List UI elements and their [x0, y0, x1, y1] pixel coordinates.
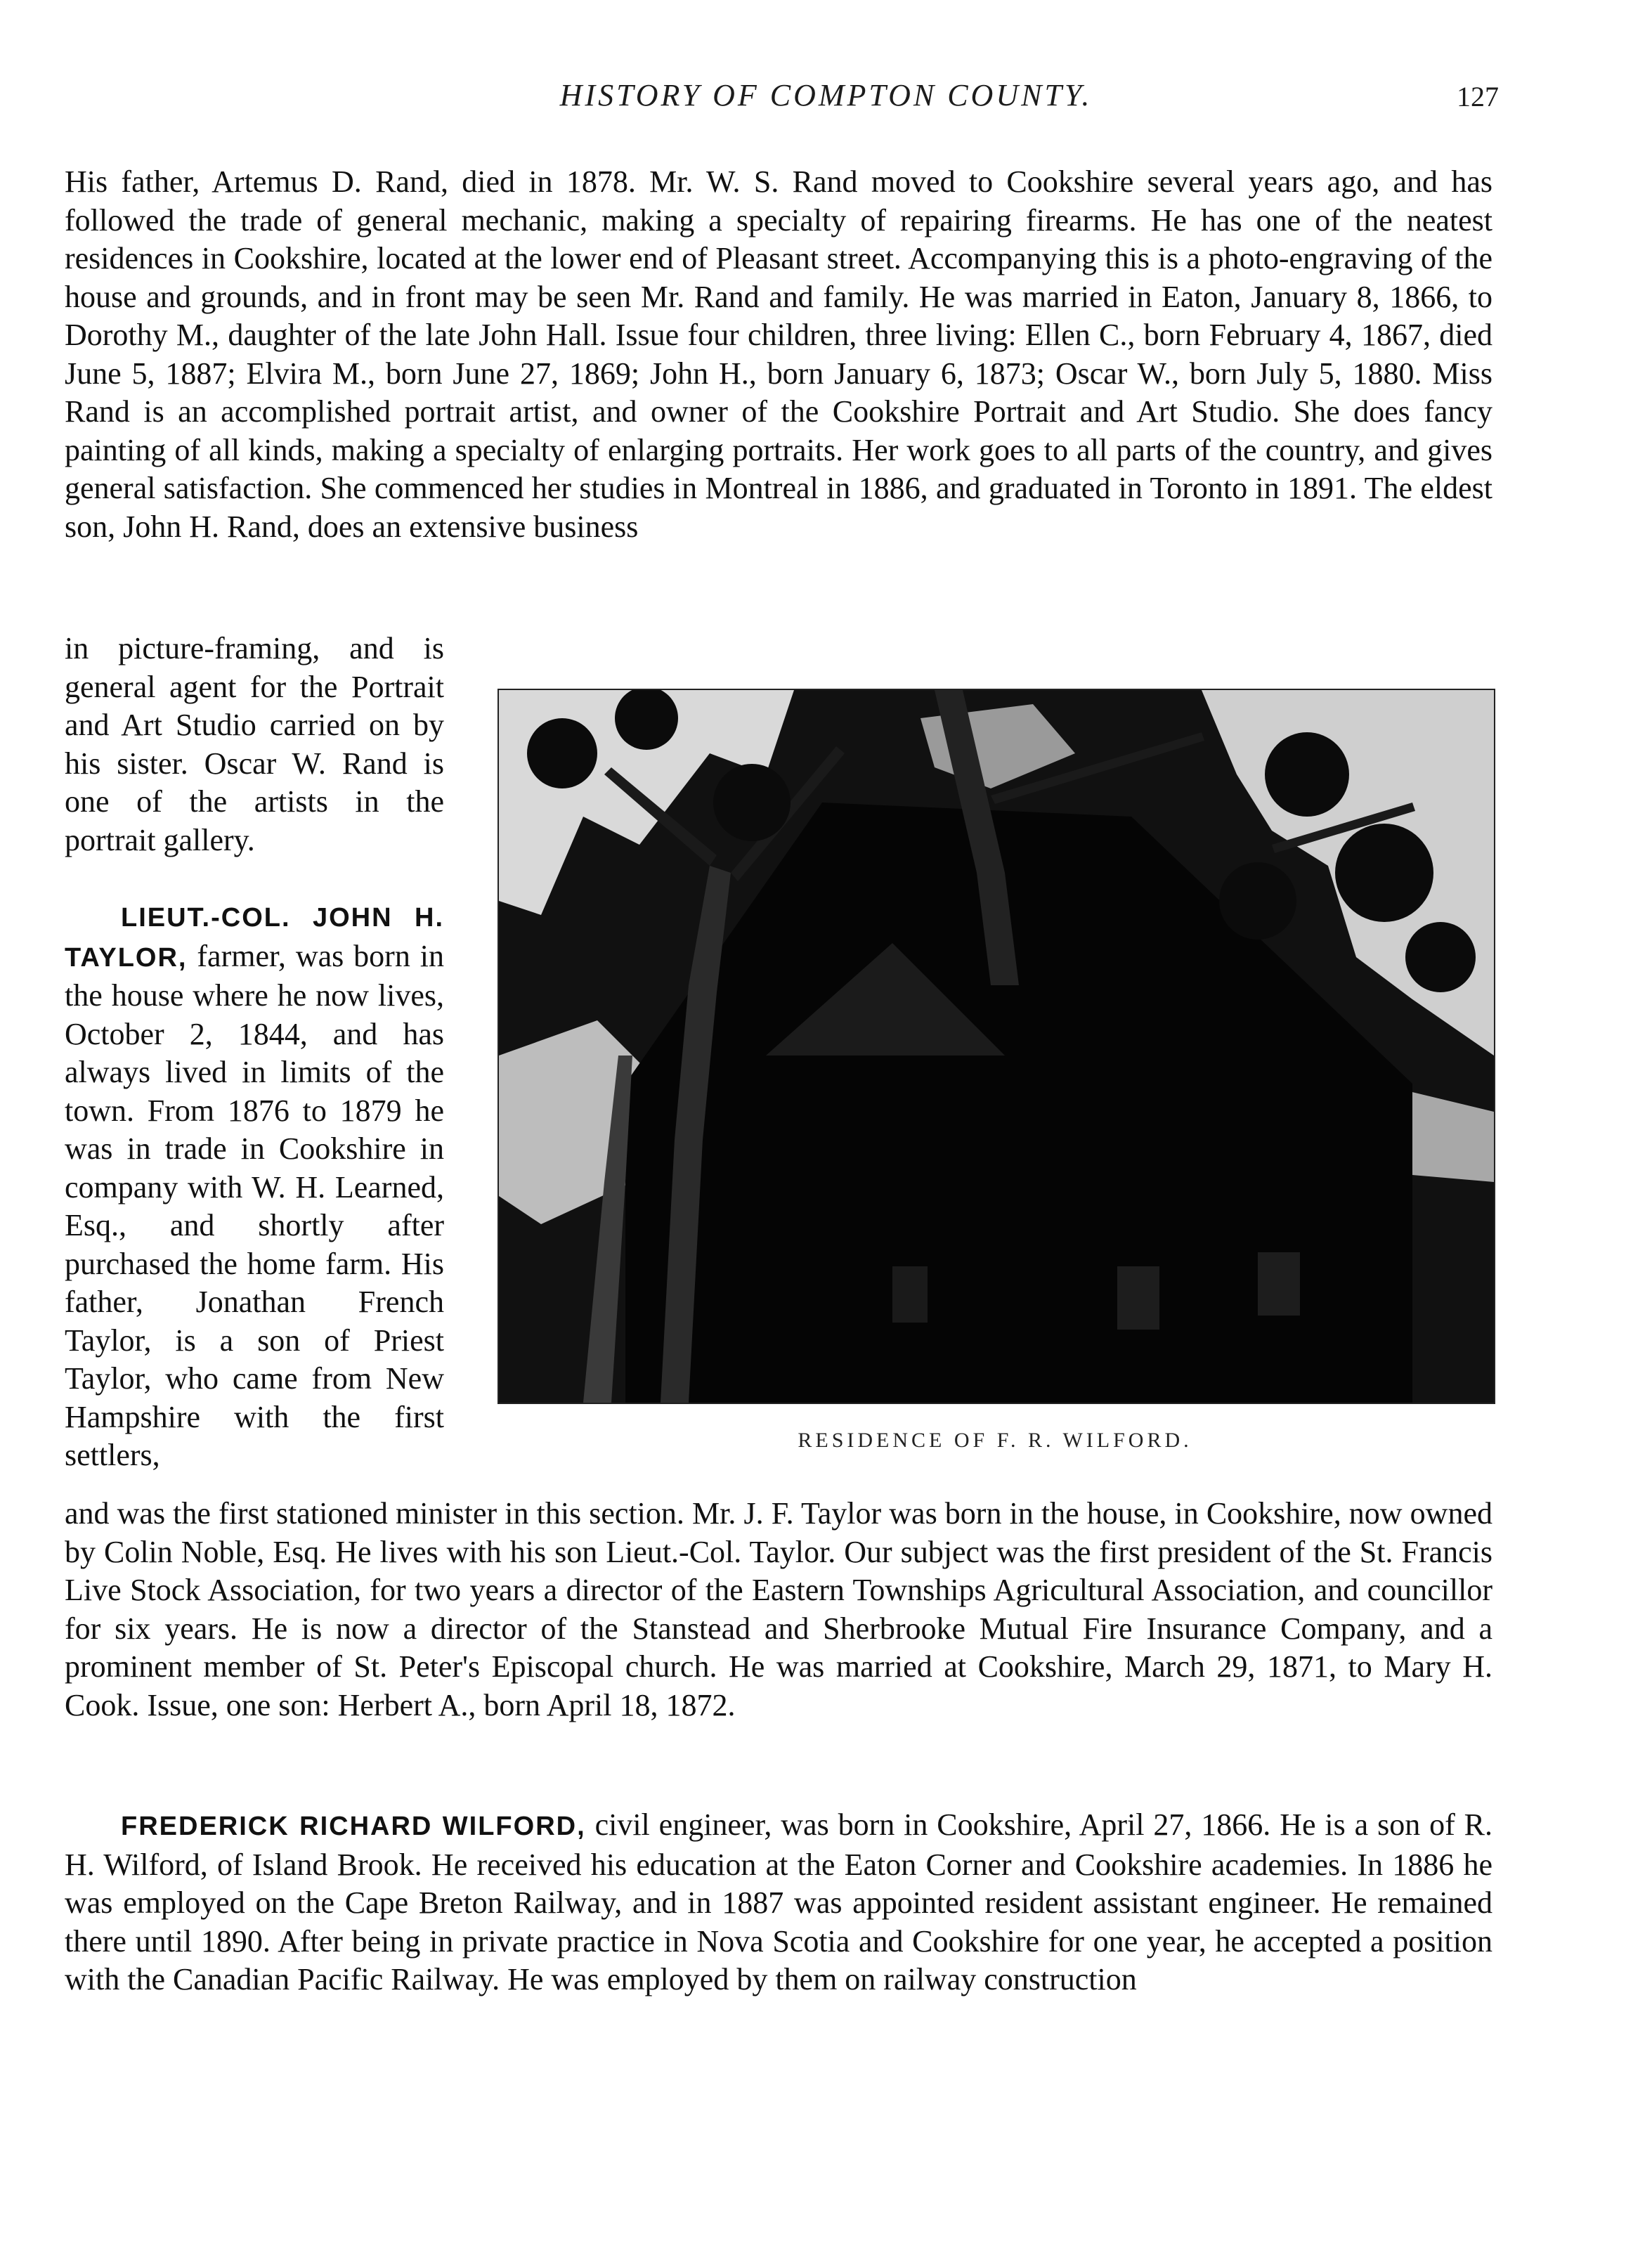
wilford-name: FREDERICK RICHARD WILFORD, — [121, 1812, 586, 1841]
taylor-text-narrow: farmer, was born in the house where he now lives, October 2, 1844, and has always lived in limits of the town. From 1876 to 1879 he was in trade in Cookshire in company with W. H. Learned, Esq., and shortly after purchased the home farm. His father, Jonathan French Taylor, is a son of Priest Taylor, who came from New Hampshire with the first settlers, — [65, 938, 444, 1472]
left-column — [65, 630, 444, 1475]
figure-caption: RESIDENCE OF F. R. WILFORD. — [798, 1429, 1192, 1452]
page-number: 127 — [1457, 81, 1499, 112]
taylor-paragraph-start — [65, 897, 444, 1475]
residence-photo-image — [499, 690, 1494, 1403]
wilford-text: civil engineer, was born in Cookshire, April 27, 1866. He is a son of R. H. Wilford, of Island Brook. He received his education at the Eaton Corner and Cookshire academies. In 1886 he was employed on the Cape Breton Railway, and in 1887 was appointed resident assistant engineer. He remained there until 1890. After being in private practice in Nova Scotia and Cookshire for one year, he accepted a position with the Canadian Pacific Railway. He was employed by them on railway construction — [65, 1807, 1493, 1996]
residence-photograph — [497, 689, 1495, 1404]
rand-paragraph-text: His father, Artemus D. Rand, died in 1878. Mr. W. S. Rand moved to Cookshire several years ago, and has followed the trade of general mechanic, making a specialty of repairing firearms. He has one of the neatest residences in Cookshire, located at the lower end of Pleasant street. Accompanying this is a photo-engraving of the house and grounds, and in front may be seen Mr. Rand and family. He was married in Eaton, January 8, 1866, to Dorothy M., daughter of the late John Hall. Issue four children, three living: Ellen C., born February 4, 1867, died June 5, 1887; Elvira M., born June 27, 1869; John H., born January 6, 1873; Oscar W., born July 5, 1880. Miss Rand is an accomplished portrait artist, and owner of the Cookshire Portrait and Art Studio. She does fancy painting of all kinds, making a specialty of enlarging portraits. Her work goes to all parts of the country, and gives general satisfaction. She commenced her studies in Montreal in 1886, and graduated in Toronto in 1891. The eldest son, John H. Rand, does an extensive business — [65, 164, 1492, 544]
running-title: HISTORY OF COMPTON COUNTY. — [559, 78, 1093, 112]
wilford-paragraph — [65, 1806, 1492, 1999]
rand-paragraph — [65, 163, 1492, 546]
page-header — [0, 70, 1652, 134]
taylor-text-full: and was the first stationed minister in this section. Mr. J. F. Taylor was born in the house, in Cookshire, now owned by Colin Noble, Esq. He lives with his son Lieut.-Col. Taylor. Our subject was the first president of the St. Francis Live Stock Association, for two years a director of the Eastern Townships Agricultural Association, and councillor for six years. He is now a director of the Stanstead and Sherbrooke Mutual Fire Insurance Company, and a prominent member of St. Peter's Episcopal church. He was married at Cookshire, March 29, 1871, to Mary H. Cook. Issue, one son: Herbert A., born April 18, 1872. — [65, 1496, 1492, 1722]
rand-paragraph-continued: in picture-framing, and is general agent for the Portrait and Art Studio carried on by his sister. Oscar W. Rand is one of the artists in the portrait gallery. — [65, 631, 444, 857]
taylor-paragraph-continued — [65, 1495, 1492, 1725]
taylor-name: LIEUT.-COL. JOHN H. TAYLOR, — [65, 903, 444, 973]
wilford-paragraph-text — [65, 1806, 1492, 1999]
